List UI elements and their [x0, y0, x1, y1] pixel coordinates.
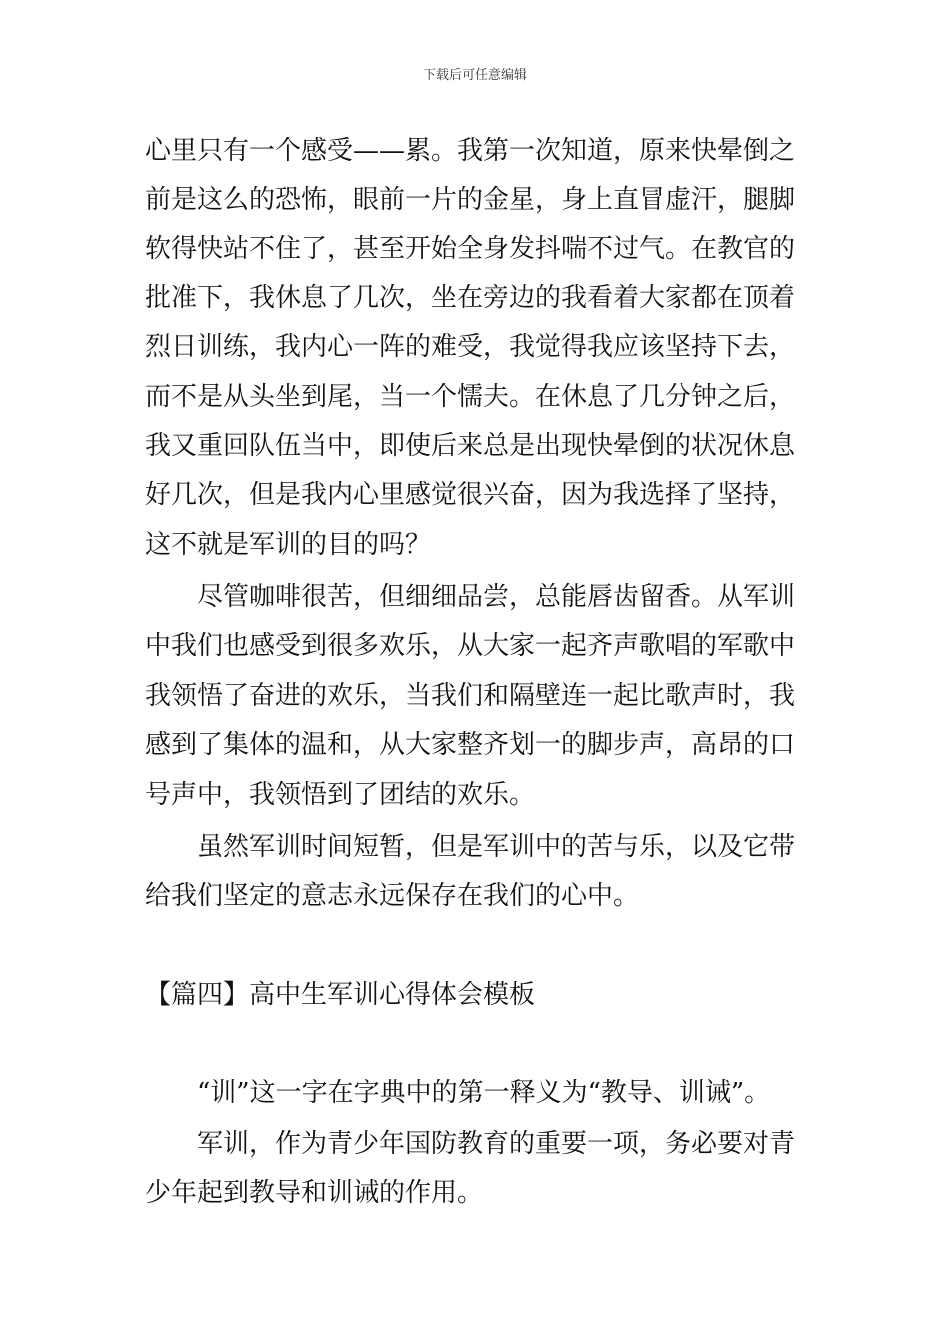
text-line: 批准下，我休息了几次，坐在旁边的我看着大家都在顶着	[145, 283, 796, 313]
text-line: 而不是从头坐到尾，当一个懦夫。在休息了几分钟之后，	[145, 382, 796, 412]
text-line: 好几次，但是我内心里感觉很兴奋，因为我选择了坚持，	[145, 480, 796, 510]
text-line: 烈日训练，我内心一阵的难受，我觉得我应该坚持下去，	[145, 332, 796, 362]
section-title: 【篇四】高中生军训心得体会模板	[145, 980, 536, 1010]
text-line: “训”这一字在字典中的第一释义为“教导、训诫”。	[197, 1078, 771, 1108]
text-line: 军训，作为青少年国防教育的重要一项，务必要对青	[197, 1129, 796, 1159]
text-line: 感到了集体的温和，从大家整齐划一的脚步声，高昂的口	[145, 730, 796, 760]
text-line: 我又重回队伍当中，即使后来总是出现快晕倒的状况休息	[145, 431, 796, 461]
text-line: 少年起到教导和训诫的作用。	[145, 1178, 484, 1208]
text-line: 中我们也感受到很多欢乐，从大家一起齐声歌唱的军歌中	[145, 631, 796, 661]
text-line: 给我们坚定的意志永远保存在我们的心中。	[145, 881, 640, 911]
text-line: 我领悟了奋进的欢乐，当我们和隔壁连一起比歌声时，我	[145, 681, 796, 711]
text-line: 前是这么的恐怖，眼前一片的金星，身上直冒虚汗，腿脚	[145, 185, 796, 215]
text-line: 虽然军训时间短暂，但是军训中的苦与乐，以及它带	[197, 832, 796, 862]
text-line: 软得快站不住了，甚至开始全身发抖喘不过气。在教官的	[145, 234, 796, 264]
text-line: 这不就是军训的目的吗？	[145, 530, 432, 560]
text-line: 心里只有一个感受——累。我第一次知道，原来快晕倒之	[145, 136, 796, 166]
text-line: 尽管咖啡很苦，但细细品尝，总能唇齿留香。从军训	[197, 582, 796, 612]
text-line: 号声中，我领悟到了团结的欢乐。	[145, 780, 536, 810]
page-header: 下载后可任意编辑	[422, 68, 527, 83]
